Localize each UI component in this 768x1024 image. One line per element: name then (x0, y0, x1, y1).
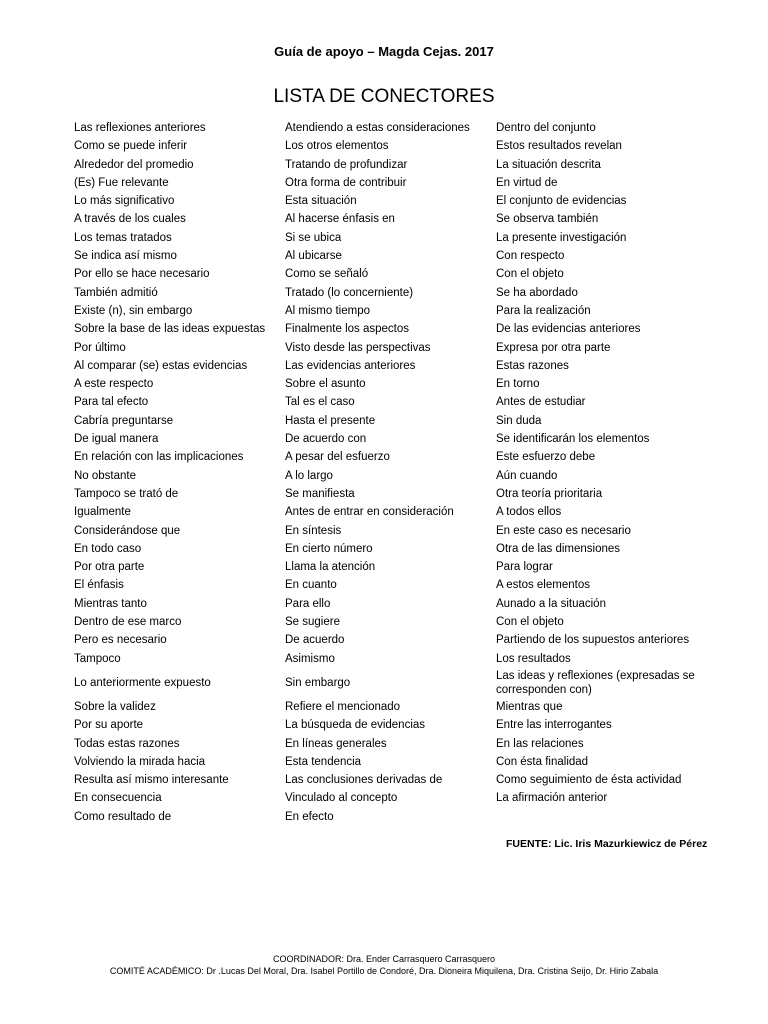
connector-item: El énfasis (74, 579, 124, 592)
connector-item: Tratando de profundizar (285, 158, 408, 171)
connector-item: En torno (496, 378, 540, 391)
connector-item: Finalmente los aspectos (285, 323, 410, 336)
connector-item: Vinculado al concepto (285, 792, 398, 805)
connector-item: Sin embargo (285, 676, 351, 689)
connector-item: Estas razones (496, 359, 569, 372)
connector-item: Por otra parte (74, 561, 145, 574)
connector-item: Existe (n), sin embargo (74, 304, 193, 317)
connector-item: Se indica así mismo (74, 250, 177, 263)
connector-item: Antes de entrar en consideración (285, 506, 454, 519)
connector-item: La situación descrita (496, 158, 601, 171)
connector-item: De acuerdo (285, 634, 345, 647)
connector-item: Cabría preguntarse (74, 414, 174, 427)
connector-item: Dentro del conjunto (496, 122, 596, 134)
connector-item: Para la realización (496, 304, 591, 317)
connector-item: Como resultado de (74, 810, 172, 823)
connector-item: La búsqueda de evidencias (285, 719, 426, 732)
connector-item: Al mismo tiempo (285, 304, 370, 317)
connector-item: Alrededor del promedio (74, 158, 194, 171)
connector-item: Este esfuerzo debe (496, 451, 596, 464)
connector-item: Resulta así mismo interesante (74, 774, 229, 787)
connector-item: De igual manera (74, 433, 159, 446)
connector-item: Se ha abordado (496, 286, 578, 299)
connector-item: Los otros elementos (285, 140, 389, 153)
connector-item: Mientras que (496, 700, 563, 713)
connector-item: Las ideas y reflexiones (expresadas se corresponden con) (496, 669, 695, 696)
footer-committee: COMITÉ ACADÉMICO: Dr .Lucas Del Moral, Dra. Isabel Portillo de Condoré, Dra. Dioneira Miquilena, Dra. Cristina Seijo, Dr. Hirio Zabala (109, 966, 659, 976)
connector-item: Como seguimiento de ésta actividad (496, 774, 682, 787)
connector-item: En líneas generales (285, 737, 387, 750)
connector-item: Esta situación (285, 195, 357, 208)
connector-item: Esta tendencia (285, 755, 362, 768)
connector-item: Sobre la validez (74, 700, 156, 713)
connector-item: Al hacerse énfasis en (285, 213, 395, 226)
connector-item: En cuanto (285, 579, 337, 592)
connector-item: Sobre la base de las ideas expuestas (74, 323, 266, 336)
connector-item: En consecuencia (74, 792, 162, 805)
connector-item: Para ello (285, 597, 331, 610)
connector-item: En las relaciones (496, 737, 584, 750)
connector-item: Aunado a la situación (496, 597, 606, 610)
connector-item: Entre las interrogantes (496, 719, 612, 732)
connector-item: Al comparar (se) estas evidencias (74, 359, 248, 372)
connectors-column-3 (496, 119, 711, 808)
connector-item: Se sugiere (285, 616, 340, 629)
connector-item: Las conclusiones derivadas de (285, 774, 443, 787)
connector-item: Sobre el asunto (285, 378, 366, 391)
connector-item: A pesar del esfuerzo (285, 451, 390, 464)
connector-item: Todas estas razones (74, 737, 180, 750)
connector-item: En virtud de (496, 176, 558, 189)
connector-item: Asimismo (285, 652, 335, 665)
connector-item: (Es) Fue relevante (74, 176, 169, 189)
source-note: FUENTE: Lic. Iris Mazurkiewicz de Pérez (506, 838, 708, 850)
connector-item: Visto desde las perspectivas (285, 341, 431, 354)
connector-item: Igualmente (74, 506, 131, 519)
connector-item: Tampoco se trató de (74, 487, 179, 500)
connector-item: Refiere el mencionado (285, 700, 401, 713)
connector-item: Como se señaló (285, 268, 369, 281)
connector-item: En cierto número (285, 542, 373, 555)
connector-item: Para tal efecto (74, 396, 149, 409)
connector-item: Volviendo la mirada hacia (74, 755, 206, 768)
connector-item: También admitió (74, 286, 158, 299)
connector-item: Con el objeto (496, 268, 564, 281)
connector-item: Considerándose que (74, 524, 181, 537)
connector-item: A este respecto (74, 378, 154, 391)
connector-item: La presente investigación (496, 231, 627, 244)
connector-item: Con respecto (496, 250, 565, 263)
connector-item: Antes de estudiar (496, 396, 586, 409)
connector-item: La afirmación anterior (496, 792, 608, 805)
connector-item: Hasta el presente (285, 414, 376, 427)
connector-item: El conjunto de evidencias (496, 195, 627, 208)
connector-item: Pero es necesario (74, 634, 167, 647)
connector-item: Las evidencias anteriores (285, 359, 416, 372)
connectors-column-2 (285, 119, 490, 826)
connector-item: A estos elementos (496, 579, 590, 592)
document-header: Guía de apoyo – Magda Cejas. 2017 (274, 44, 494, 59)
connector-item: Se observa también (496, 213, 599, 226)
connector-item: Se manifiesta (285, 487, 355, 500)
connector-item: Se identificarán los elementos (496, 433, 650, 446)
connector-item: Aún cuando (496, 469, 558, 482)
connector-item: Partiendo de los supuestos anteriores (496, 634, 690, 647)
connector-item: De acuerdo con (285, 433, 367, 446)
connector-item: A todos ellos (496, 506, 562, 519)
connector-item: A través de los cuales (74, 213, 186, 226)
connector-item: De las evidencias anteriores (496, 323, 641, 336)
connector-item: Las reflexiones anteriores (74, 122, 206, 134)
connector-item: Al ubicarse (285, 250, 342, 263)
connector-item: Sin duda (496, 414, 542, 427)
connector-item: Si se ubica (285, 231, 342, 244)
connectors-column-1 (74, 119, 274, 826)
connector-item: Tampoco (74, 652, 121, 665)
connector-item: En este caso es necesario (496, 524, 631, 537)
connector-item: Tratado (lo concerniente) (285, 286, 414, 299)
connector-item: Por su aporte (74, 719, 144, 732)
connector-item: Estos resultados revelan (496, 140, 622, 153)
connector-item: Atendiendo a estas consideraciones (285, 122, 470, 134)
connector-item: Con ésta finalidad (496, 755, 589, 768)
connector-item: Tal es el caso (285, 396, 355, 409)
connector-item: Los temas tratados (74, 231, 172, 244)
footer-coordinator: COORDINADOR: Dra. Ender Carrasquero Carrasquero (272, 954, 496, 964)
connector-item: A lo largo (285, 469, 333, 482)
connector-item: Por ello se hace necesario (74, 268, 210, 281)
connector-item: Otra forma de contribuir (285, 176, 407, 189)
connector-item: Por último (74, 341, 126, 354)
connector-item: En síntesis (285, 524, 342, 537)
connector-item: Dentro de ese marco (74, 616, 182, 629)
connector-item: Para lograr (496, 561, 553, 574)
connector-item: En efecto (285, 810, 334, 823)
connector-item: Lo más significativo (74, 195, 175, 208)
connector-item: En todo caso (74, 542, 142, 555)
connector-item: Con el objeto (496, 616, 564, 629)
connector-item: En relación con las implicaciones (74, 451, 244, 464)
connector-item: Como se puede inferir (74, 140, 188, 153)
page-title: LISTA DE CONECTORES (273, 86, 495, 107)
connector-item: Mientras tanto (74, 597, 147, 610)
connector-item: Llama la atención (285, 561, 376, 574)
connector-item: Los resultados (496, 652, 571, 665)
connector-item: Otra teoría prioritaria (496, 487, 603, 500)
connector-item: No obstante (74, 469, 137, 482)
connector-item: Lo anteriormente expuesto (74, 676, 211, 689)
connector-item: Otra de las dimensiones (496, 542, 621, 555)
connector-item: Expresa por otra parte (496, 341, 611, 354)
